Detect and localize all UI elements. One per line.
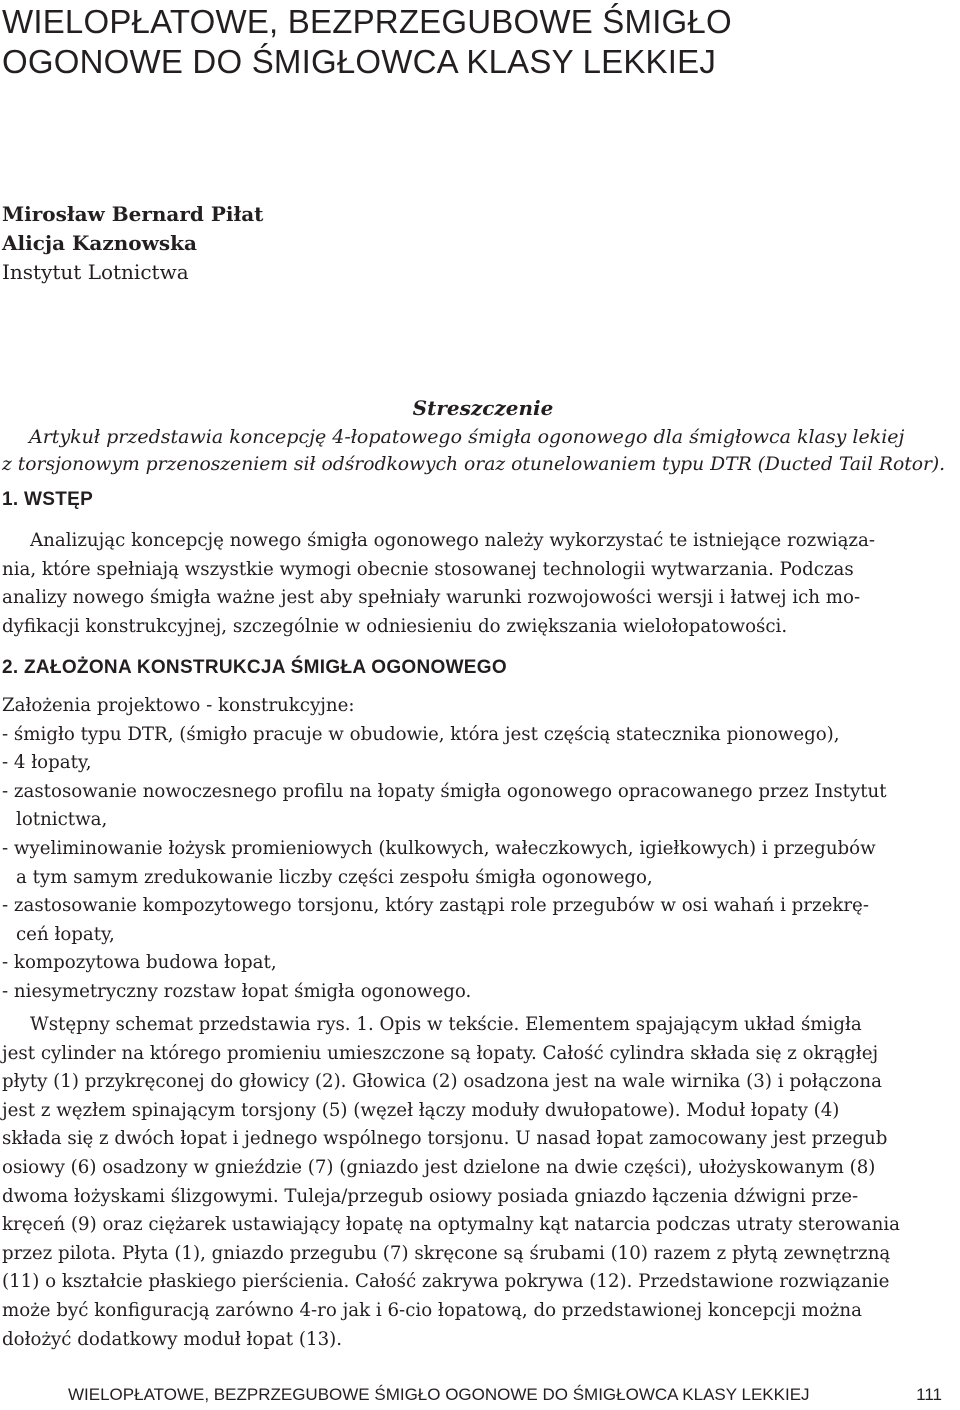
list-item: - kompozytowa budowa łopat, [2, 952, 277, 974]
paragraph-line: Analizując koncepcję nowego śmigła ogonowego należy wykorzystać te istniejące rozwiąza- [30, 530, 875, 551]
list-item: - wyeliminowanie łożysk promieniowych (kulkowych, wałeczkowych, igiełkowych) i przegubów [2, 837, 876, 859]
list-item: - niesymetryczny rozstaw łopat śmigła ogonowego. [2, 980, 472, 1002]
paragraph-line: jest cylinder na którego promieniu umieszczone są łopaty. Całość cylindra składa się z okrągłej [2, 1042, 879, 1064]
list-item: - zastosowanie kompozytowego torsjonu, który zastąpi role przegubów w osi wahań i przekrę- [2, 895, 869, 917]
author-name: Mirosław Bernard Piłat [2, 202, 264, 226]
title-line-1: WIELOPŁATOWE, BEZPRZEGUBOWE ŚMIGŁO [2, 3, 732, 40]
paragraph-line: składa się z dwóch łopat i jednego wspólnego torsjonu. U nasad łopat zamocowany jest przegub [2, 1128, 888, 1150]
section-heading-design: 2. ZAŁOŻONA KONSTRUKCJA ŚMIGŁA OGONOWEGO [2, 657, 507, 678]
abstract-heading: Streszczenie [412, 396, 554, 420]
paragraph-line: jest z węzłem spinającym torsjony (5) (węzeł łączy moduły dwułopatowe). Moduł łopaty (4) [2, 1099, 840, 1121]
paragraph-line: kręceń (9) oraz ciężarek ustawiający łopatę na optymalny kąt natarcia podczas utraty sterowania [2, 1214, 900, 1236]
list-item: - śmigło typu DTR, (śmigło pracuje w obudowie, która jest częścią statecznika pionowego), [2, 723, 840, 745]
schema-description-paragraph [2, 1011, 958, 1354]
paragraph-line: może być konfiguracją zarówno 4-ro jak i 6-cio łopatową, do przedstawionej koncepcji można [2, 1299, 862, 1321]
author-name: Alicja Kaznowska [2, 231, 197, 255]
paragraph-line: przez pilota. Płyta (1), gniazdo przegubu (7) skręcone są śrubami (10) razem z płytą zewnętrzną [2, 1242, 891, 1264]
title-line-2: OGONOWE DO ŚMIGŁOWCA KLASY LEKKIEJ [2, 43, 717, 80]
paragraph-line: płyty (1) przykręconej do głowicy (2). Głowica (2) osadzona jest na wale wirnika (3) i połączona [2, 1071, 882, 1093]
abstract-text [2, 423, 958, 479]
paper-title [2, 2, 960, 82]
author-block [2, 200, 960, 287]
list-item-continuation: a tym samym zredukowanie liczby części zespołu śmigła ogonowego, [16, 866, 653, 888]
paragraph-line: dwoma łożyskami ślizgowymi. Tuleja/przegub osiowy posiada gniazdo łączenia dźwigni prze- [2, 1185, 859, 1207]
introduction-paragraph [2, 527, 958, 641]
paragraph-line: osiowy (6) osadzony w gnieździe (7) (gniazdo jest dzielone na dwie części), ułożyskowanym (8) [2, 1156, 876, 1178]
list-item-continuation: ceń łopaty, [16, 923, 115, 945]
page-number: 111 [916, 1385, 942, 1404]
abstract-line: Artykuł przedstawia koncepcję 4-łopatowego śmigła ogonowego dla śmigłowca klasy lekiej [29, 426, 905, 448]
abstract-line: z torsjonowym przenoszeniem sił odśrodkowych oraz otunelowaniem typu DTR (Ducted Tail Rotor). [2, 454, 946, 475]
paragraph-line: (11) o kształcie płaskiego pierścienia. Całość zakrywa pokrywa (12). Przedstawione rozwiązanie [2, 1271, 890, 1293]
list-item-continuation: lotnictwa, [16, 809, 108, 831]
paragraph-line: analizy nowego śmigła ważne jest aby spełniały warunki rozwojowości wersji i łatwej ich mo- [2, 587, 861, 609]
paragraph-line: dyfikacji konstrukcyjnej, szczególnie w odniesieniu do zwiększania wielołopatowości. [2, 615, 788, 637]
section-heading-introduction: 1. WSTĘP [2, 489, 94, 510]
running-title: WIELOPŁATOWE, BEZPRZEGUBOWE ŚMIGŁO OGONOWE DO ŚMIGŁOWCA KLASY LEKKIEJ [68, 1385, 810, 1404]
design-assumptions-list [2, 692, 958, 1007]
author-affiliation: Instytut Lotnictwa [2, 260, 189, 284]
paragraph-line: nia, które spełniają wszystkie wymogi obecnie stosowanej technologii wytwarzania. Podczas [2, 558, 854, 580]
page-footer [68, 1384, 942, 1406]
list-intro: Założenia projektowo - konstrukcyjne: [2, 695, 355, 716]
list-item: - 4 łopaty, [2, 752, 92, 774]
list-item: - zastosowanie nowoczesnego profilu na łopaty śmigła ogonowego opracowanego przez Instytut [2, 780, 887, 802]
paragraph-line: dołożyć dodatkowy moduł łopat (13). [2, 1328, 343, 1350]
paragraph-line: Wstępny schemat przedstawia rys. 1. Opis w tekście. Elementem spajającym układ śmigła [30, 1014, 862, 1035]
